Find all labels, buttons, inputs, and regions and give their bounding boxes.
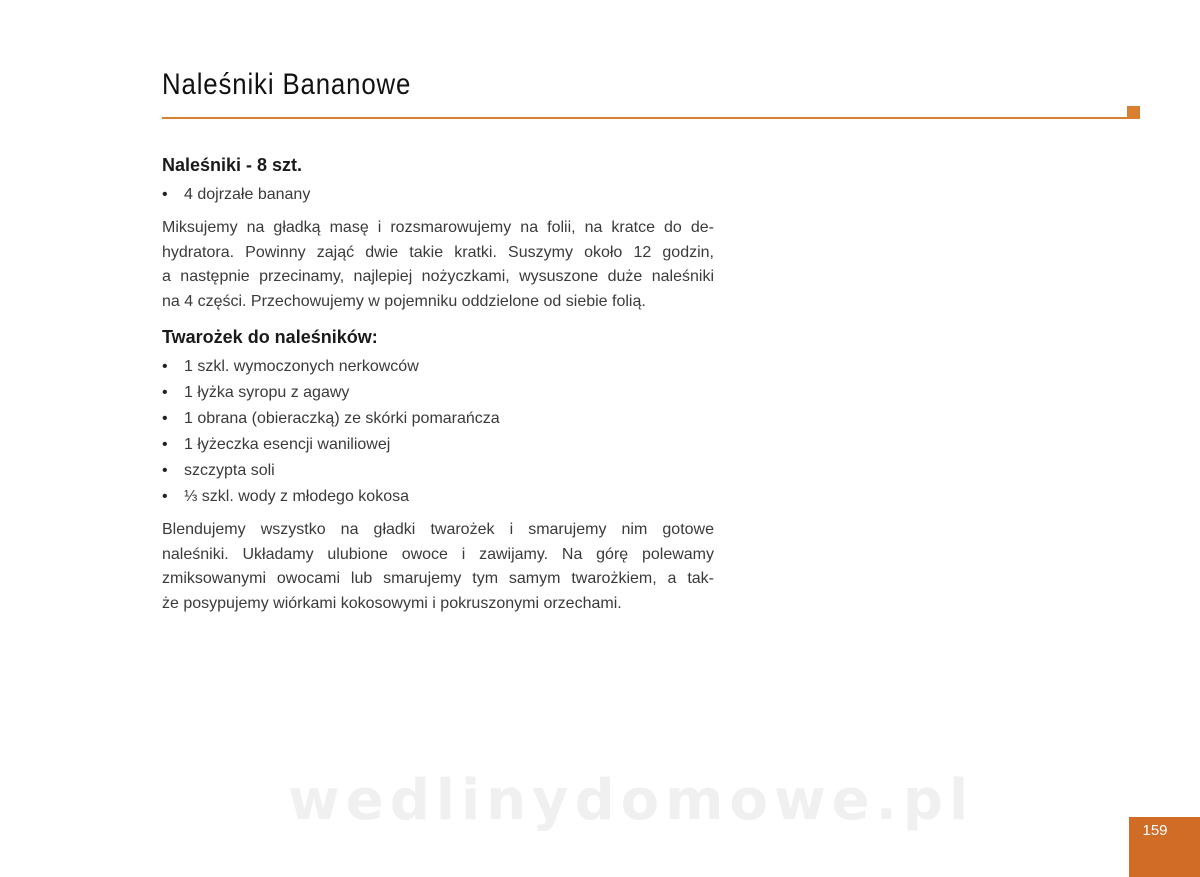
page-number: 159 <box>1142 822 1168 839</box>
section-heading-cream-cheese: Twarożek do naleśników: <box>162 327 378 347</box>
instruction-line: a następnie przecinamy, najlepiej nożyczkami, wysuszone duże naleśniki <box>162 268 714 285</box>
instruction-line: naleśniki. Układamy ulubione owoce i zawijamy. Na górę polewamy <box>162 545 714 563</box>
section-heading-pancakes: Naleśniki - 8 szt. <box>162 155 303 175</box>
ingredient-text: 1 szkl. wymoczonych nerkowców <box>184 358 419 375</box>
instruction-line: że posypujemy wiórkami kokosowymi i pokruszonymi orzechami. <box>162 594 622 612</box>
ingredients-list-cream-cheese <box>162 354 714 510</box>
title-underline <box>162 117 1127 119</box>
ingredient-text: 1 łyżeczka esencji waniliowej <box>184 436 391 453</box>
bullet: • <box>162 462 168 479</box>
ingredient-item <box>162 354 714 380</box>
page-title: Naleśniki Bananowe <box>162 68 412 101</box>
ingredient-item <box>162 484 714 510</box>
bullet: • <box>162 488 168 505</box>
instruction-line: na 4 części. Przechowujemy w pojemniku oddzielone od siebie folią. <box>162 292 646 310</box>
recipe-content <box>162 152 714 616</box>
instructions-cream-cheese <box>162 518 714 616</box>
bullet: • <box>162 384 168 401</box>
instruction-line: Blendujemy wszystko na gładki twarożek i smarujemy nim gotowe <box>162 521 714 538</box>
ingredient-text: szczypta soli <box>184 462 275 479</box>
ingredient-item <box>162 406 714 432</box>
ingredient-text: 4 dojrzałe banany <box>184 186 311 203</box>
watermark: wedlinydomowe.pl <box>288 768 975 833</box>
ingredient-item <box>162 432 714 458</box>
ingredient-item <box>162 458 714 484</box>
bullet: • <box>162 436 168 453</box>
ingredient-text: 1 obrana (obieraczką) ze skórki pomarańcza <box>184 410 500 427</box>
ingredient-text: ⅓ szkl. wody z młodego kokosa <box>184 488 409 505</box>
instructions-pancakes <box>162 216 714 314</box>
ingredient-item <box>162 182 714 208</box>
bullet: • <box>162 410 168 427</box>
instruction-line: zmiksowanymi owocami lub smarujemy tym samym twarożkiem, a tak- <box>162 570 714 587</box>
ingredient-text: 1 łyżka syropu z agawy <box>184 384 350 401</box>
bullet: • <box>162 358 168 375</box>
title-underline-square <box>1127 106 1140 119</box>
ingredients-list-pancakes <box>162 182 714 208</box>
instruction-line: Miksujemy na gładką masę i rozsmarowujemy na folii, na kratce do de- <box>162 219 714 236</box>
instruction-line: hydratora. Powinny zająć dwie takie kratki. Suszymy około 12 godzin, <box>162 243 714 261</box>
page-number-box <box>1129 817 1200 877</box>
ingredient-item <box>162 380 714 406</box>
bullet: • <box>162 186 168 203</box>
